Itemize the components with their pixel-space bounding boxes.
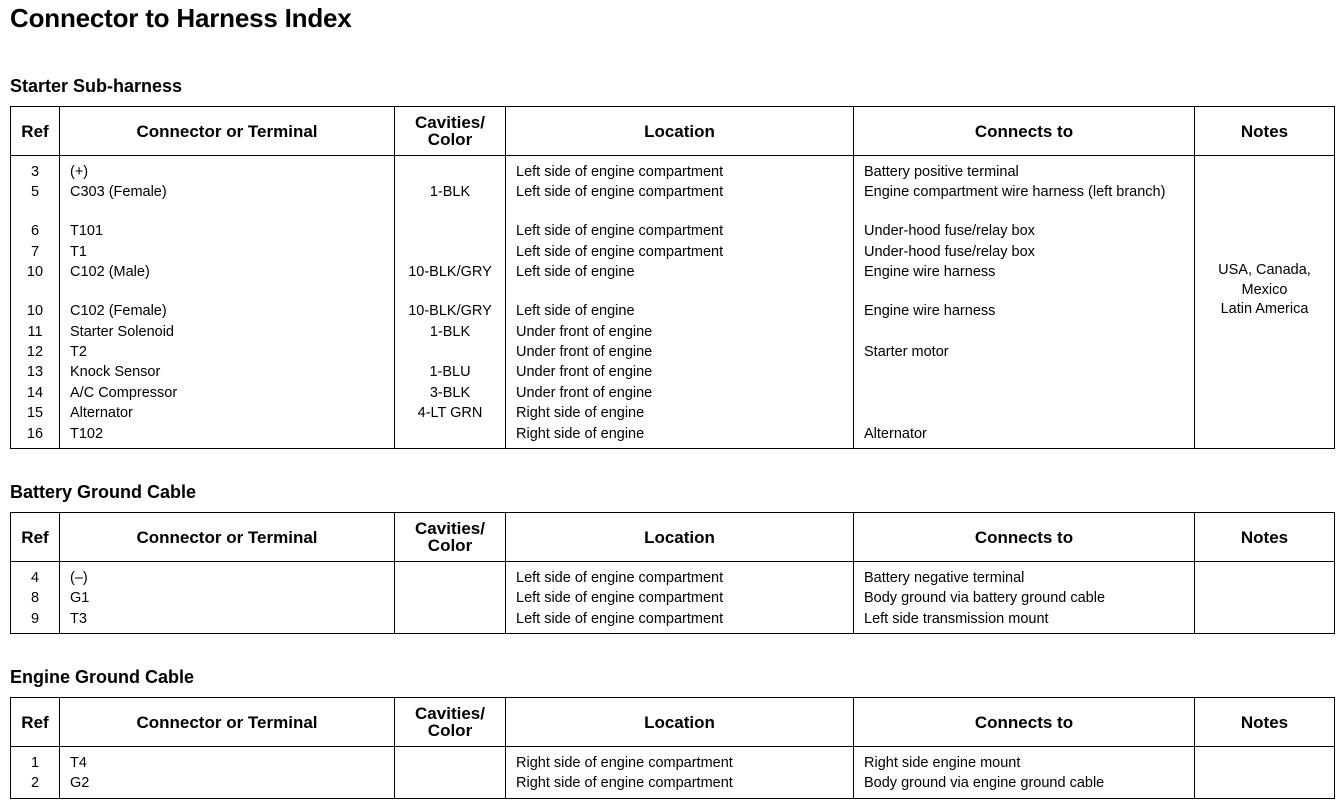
cell-cavities [395,753,505,773]
cell-cavities: 3-BLK [429,384,471,401]
cell-connector: G2 [70,775,90,792]
cell-ref: 12 [26,343,44,360]
cell-ref: 9 [30,610,40,627]
header-ref: Ref [11,698,60,747]
location-column [506,562,854,634]
header-cavities-line1: Cavities/ [415,113,485,132]
header-cavities-line1: Cavities/ [415,704,485,723]
header-cavities [395,698,506,747]
cell-connects-to: Starter motor [864,343,949,360]
battery-ground-cable-table [10,512,1335,634]
cell-cavities [395,242,505,262]
cell-connector: T2 [70,343,87,360]
cell-location: Left side of engine compartment [516,223,724,240]
cell-location: Right side of engine compartment [516,755,733,771]
header-ref: Ref [11,513,60,562]
table-body-row [11,747,1335,799]
header-notes: Notes [1195,107,1335,156]
cell-ref: 6 [30,223,40,240]
cell-cavities [395,162,505,182]
cell-connects-to: Body ground via engine ground cable [864,775,1105,792]
cavities-column [395,747,506,799]
cell-location: Under front of engine [516,343,653,360]
table-header-row [11,107,1335,156]
cell-ref: 11 [27,323,43,340]
cell-cavities: 4-LT GRN [417,405,483,422]
cell-ref: 15 [26,405,44,422]
cell-cavities [395,221,505,241]
header-cavities [395,107,506,156]
cell-connects-to: Under-hood fuse/relay box [864,223,1035,240]
header-connects-to: Connects to [854,698,1195,747]
cell-ref: 3 [30,164,40,180]
engine-ground-cable-table [10,697,1335,799]
cell-cavities [395,568,505,588]
cell-connector: Alternator [70,405,133,422]
header-connector: Connector or Terminal [60,698,395,747]
cell-connector: (–) [70,570,88,586]
header-ref: Ref [11,107,60,156]
header-location: Location [506,513,854,562]
section-title-starter-sub-harness: Starter Sub-harness [10,76,183,96]
cell-ref: 10 [26,303,44,320]
header-notes: Notes [1195,513,1335,562]
cell-cavities: 10-BLK/GRY [408,303,492,320]
cell-location: Under front of engine [516,323,653,340]
cell-connects-to: Under-hood fuse/relay box [864,243,1035,260]
cell-ref: 4 [30,570,40,586]
cell-connects-to [864,403,1194,423]
cell-connects-to [864,362,1194,382]
connects-to-column [854,562,1195,634]
cavities-column [395,562,506,634]
cell-connector: C102 (Male) [70,264,150,281]
cavities-column [395,156,506,449]
cell-location: Left side of engine compartment [516,570,724,586]
cell-connects-to: Engine wire harness [864,303,996,320]
location-column [506,156,854,449]
header-connects-to: Connects to [854,107,1195,156]
cell-connector: T1 [70,243,87,260]
cell-connects-to: Engine compartment wire harness (left branch) [864,184,1166,201]
cell-location: Left side of engine compartment [516,590,724,607]
cell-ref: 2 [30,775,40,792]
cell-connector: A/C Compressor [70,384,178,401]
cell-cavities: 1-BLK [429,184,471,201]
cell-connector: C303 (Female) [70,184,167,201]
cell-ref: 14 [26,384,44,401]
connector-column [60,747,395,799]
cell-cavities [395,588,505,608]
cell-connector: T102 [70,425,104,442]
cell-connector: G1 [70,590,90,607]
cell-connects-to: Engine wire harness [864,264,996,281]
ref-column [11,562,60,634]
notes-column [1195,156,1335,449]
connector-column [60,562,395,634]
cell-connector: Knock Sensor [70,364,161,381]
header-cavities-line2: Color [427,536,473,555]
cell-ref: 10 [26,264,44,281]
header-cavities [395,513,506,562]
cell-connector: C102 (Female) [70,303,167,320]
section-title-battery-ground-cable: Battery Ground Cable [10,482,197,502]
cell-cavities: 1-BLU [429,364,471,381]
cell-location: Left side of engine compartment [516,610,724,627]
starter-sub-harness-table [10,106,1335,449]
header-connector: Connector or Terminal [60,513,395,562]
cell-connects-to: Alternator [864,425,927,442]
header-cavities-line2: Color [427,721,473,740]
ref-column [11,156,60,449]
header-notes: Notes [1195,698,1335,747]
cell-connector: Starter Solenoid [70,323,174,340]
cell-location: Left side of engine [516,264,635,281]
table-header-row [11,698,1335,747]
cell-ref: 13 [26,364,44,381]
notes-line: Latin America [1220,301,1309,317]
cell-cavities [395,773,505,793]
cell-cavities [395,609,505,629]
header-location: Location [506,698,854,747]
cell-location: Under front of engine [516,384,653,401]
table-body-row [11,562,1335,634]
cell-connects-to: Battery negative terminal [864,570,1025,586]
cell-location: Under front of engine [516,364,653,381]
header-cavities-line1: Cavities/ [415,519,485,538]
cell-ref: 1 [30,755,40,771]
cell-ref: 16 [26,425,44,442]
table-body-row [11,156,1335,449]
connector-column [60,156,395,449]
cell-location: Left side of engine [516,303,635,320]
notes-column [1195,747,1335,799]
header-location: Location [506,107,854,156]
connects-to-column [854,156,1195,449]
cell-connects-to: Body ground via battery ground cable [864,590,1106,607]
cell-location: Left side of engine compartment [516,184,724,201]
header-connects-to: Connects to [854,513,1195,562]
cell-connects-to: Battery positive terminal [864,164,1019,180]
cell-connects-to: Right side engine mount [864,755,1021,771]
cell-location: Right side of engine [516,405,645,422]
cell-ref: 8 [30,590,40,607]
connects-to-column [854,747,1195,799]
notes-line: USA, Canada, [1218,262,1311,278]
header-connector: Connector or Terminal [60,107,395,156]
page-title: Connector to Harness Index [10,3,352,33]
cell-cavities [395,424,505,444]
header-cavities-line2: Color [427,130,473,149]
cell-location: Right side of engine compartment [516,775,733,792]
section-title-engine-ground-cable: Engine Ground Cable [10,667,195,687]
cell-connector: T3 [70,610,87,627]
cell-cavities: 10-BLK/GRY [408,264,492,281]
cell-ref: 5 [30,184,40,201]
cell-location: Right side of engine [516,425,645,442]
cell-connects-to [864,322,1194,342]
cell-connector: T4 [70,755,87,771]
cell-connects-to: Left side transmission mount [864,610,1049,627]
notes-line: Mexico [1241,281,1288,298]
location-column [506,747,854,799]
cell-connects-to [864,383,1194,403]
cell-cavities [395,342,505,362]
cell-connector: T101 [70,223,104,240]
cell-location: Left side of engine compartment [516,243,724,260]
cell-location: Left side of engine compartment [516,164,724,180]
cell-connector: (+) [70,164,89,180]
notes-column [1195,562,1335,634]
table-header-row [11,513,1335,562]
cell-cavities: 1-BLK [429,323,471,340]
ref-column [11,747,60,799]
cell-ref: 7 [30,243,40,260]
